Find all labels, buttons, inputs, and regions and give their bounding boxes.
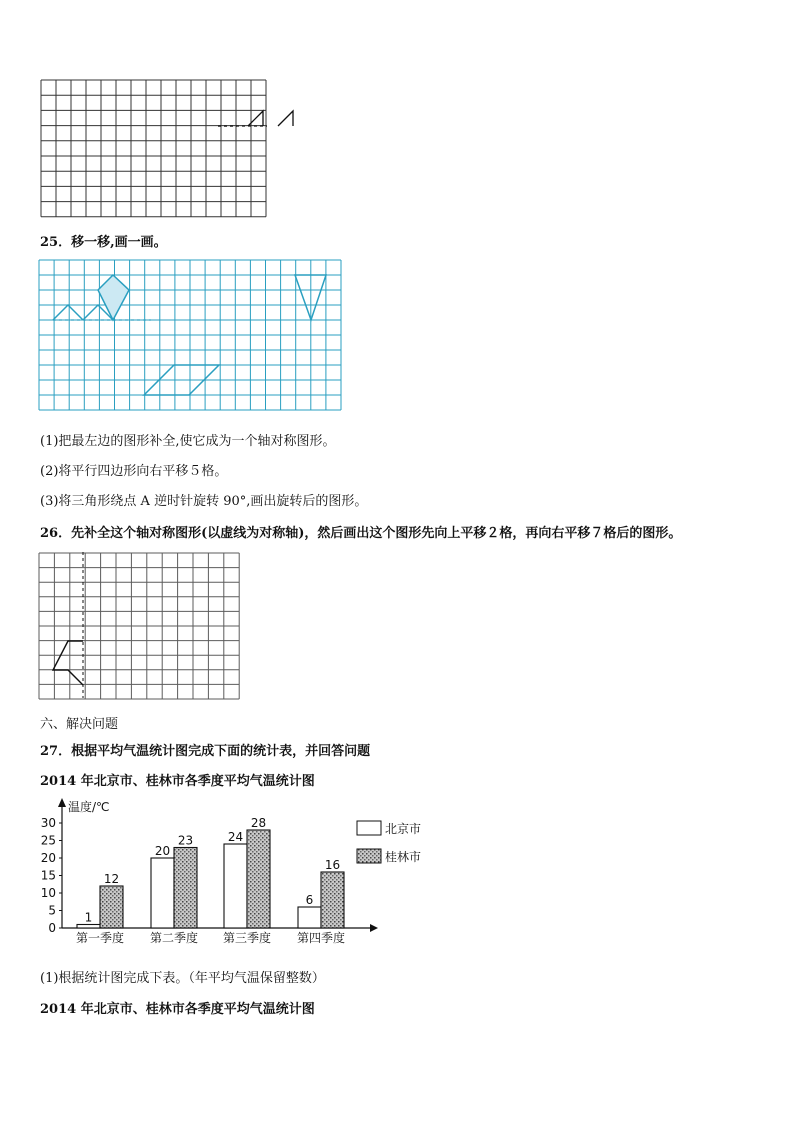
- q25-title: 25．移一移,画一画。: [40, 235, 167, 250]
- q25-grid-figure: [38, 259, 343, 413]
- category-label: 第二季度: [149, 931, 199, 945]
- bar-guilin: [247, 830, 270, 928]
- bar-value-label: 20: [154, 844, 171, 858]
- q27-title: 27．根据平均气温统计图完成下面的统计表，并回答问题: [40, 744, 371, 759]
- bar-beijing: [77, 925, 100, 929]
- q25-item-3: (3)将三角形绕点 A 逆时针旋转 90°,画出旋转后的图形。: [40, 494, 368, 509]
- legend-label: 北京市: [385, 822, 422, 836]
- bar-beijing: [224, 844, 247, 928]
- bar-value-label: 28: [250, 816, 267, 830]
- top-grid-figure: [40, 79, 270, 219]
- bar-value-label: 1: [84, 910, 93, 925]
- y-tick-label: 30: [40, 816, 56, 830]
- x-axis-arrow: [370, 924, 378, 932]
- y-axis-label: 温度/℃: [68, 800, 110, 814]
- bar-guilin: [174, 848, 197, 929]
- bar-guilin: [321, 872, 344, 928]
- q25-item-2: (2)将平行四边形向右平移５格。: [40, 464, 228, 479]
- q27-sub1: (1)根据统计图完成下表。（年平均气温保留整数）: [40, 971, 325, 986]
- top-shape-stroke-2: [278, 111, 293, 126]
- q25-left-figure: [53, 305, 83, 320]
- y-tick-label: 15: [40, 868, 56, 883]
- bar-guilin: [100, 886, 123, 928]
- bar-value-label: 23: [177, 833, 194, 848]
- y-tick-label: 5: [48, 903, 56, 918]
- q25-item-1: (1)把最左边的图形补全,使它成为一个轴对称图形。: [40, 434, 336, 449]
- y-tick-label: 25: [40, 833, 56, 848]
- y-tick-label: 0: [48, 921, 56, 935]
- top-shape-stroke-1: [248, 111, 263, 126]
- bar-value-label: 12: [103, 872, 120, 886]
- bar-value-label: 16: [324, 858, 341, 872]
- legend-swatch-beijing: [357, 821, 381, 835]
- q25-shaded-kite: [98, 275, 129, 320]
- category-label: 第四季度: [296, 931, 346, 945]
- q26-half-figure: [53, 641, 83, 685]
- y-tick-label: 10: [40, 886, 56, 900]
- section6-title: 六、解决问题: [40, 717, 119, 732]
- bar-beijing: [151, 858, 174, 928]
- legend-swatch-guilin: [357, 849, 381, 863]
- q26-grid-figure: [38, 552, 244, 700]
- q26-title: 26．先补全这个轴对称图形(以虚线为对称轴)，然后画出这个图形先向上平移２格，再向右平移７格后的图形。: [40, 526, 682, 541]
- q27-chart-caption: 2014 年北京市、桂林市各季度平均气温统计图: [40, 774, 315, 789]
- y-tick-label: 20: [40, 851, 56, 865]
- category-label: 第一季度: [75, 931, 125, 945]
- q27-table-caption: 2014 年北京市、桂林市各季度平均气温统计图: [40, 1002, 315, 1017]
- category-label: 第三季度: [222, 931, 272, 945]
- bar-value-label: 6: [305, 893, 314, 907]
- y-axis-arrow: [58, 798, 66, 807]
- bar-value-label: 24: [227, 830, 244, 844]
- legend-label: 桂林市: [385, 850, 422, 864]
- temperature-bar-chart: [30, 797, 440, 952]
- bar-beijing: [298, 907, 321, 928]
